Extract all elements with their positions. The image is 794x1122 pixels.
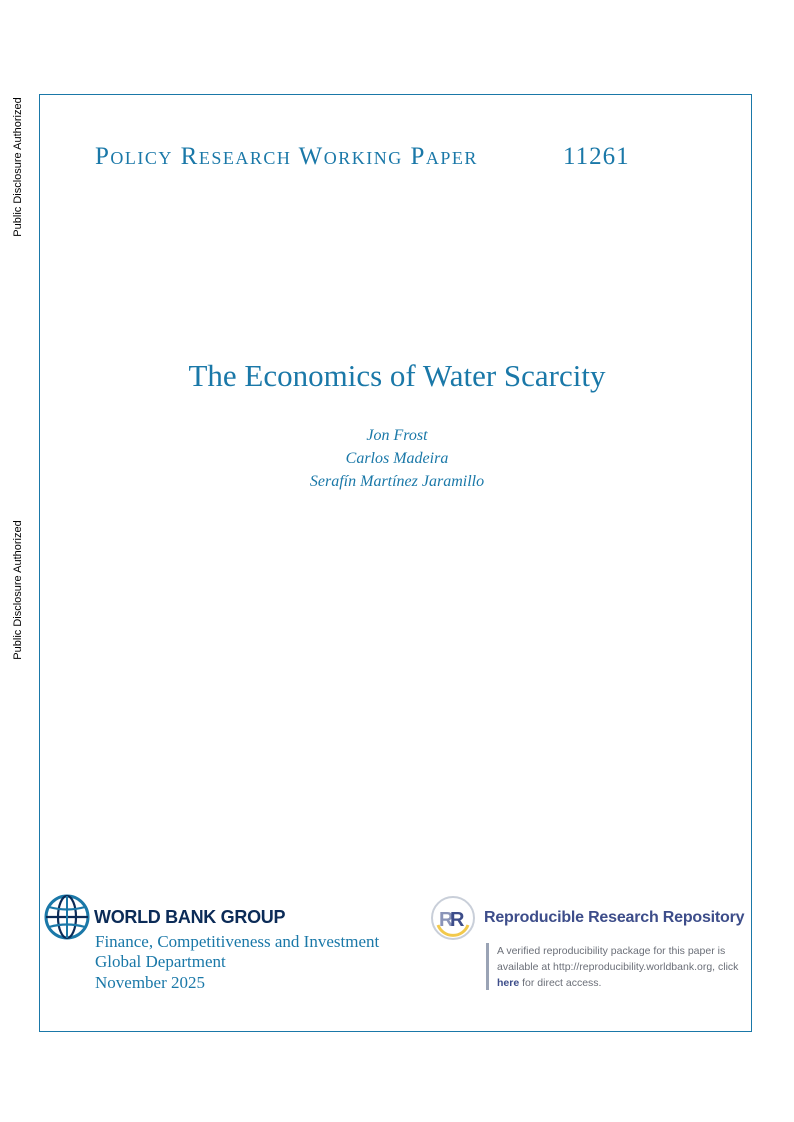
author-name: Serafín Martínez Jaramillo (309, 473, 485, 490)
department-block (95, 932, 379, 993)
svg-text:R: R (439, 909, 454, 931)
paper-number: 11261 (563, 143, 630, 170)
author-name: Jon Frost (366, 427, 428, 444)
cover-frame (39, 94, 752, 1032)
author-name: Carlos Madeira (345, 450, 449, 467)
repository-name: Reproducible Research Repository (484, 909, 745, 926)
world-bank-globe-icon (44, 894, 90, 940)
department-line: Global Department (95, 951, 226, 971)
world-bank-group-name: WORLD BANK GROUP (94, 906, 286, 927)
repository-note-divider (486, 943, 489, 990)
repository-here-link[interactable]: here (497, 977, 520, 989)
svg-text:R: R (450, 909, 465, 931)
author-list (0, 424, 794, 493)
publication-date: November 2025 (95, 973, 206, 992)
reproducible-research-repository-logo (430, 895, 744, 941)
repository-note: A verified reproducibility package for this paper is available at http://reproducibility.worldbank.org, click here for direct access. (497, 945, 739, 989)
paper-title: The Economics of Water Scarcity (188, 358, 606, 393)
rrr-logo-icon (430, 895, 476, 941)
department-line: Finance, Competitiveness and Investment (95, 932, 380, 951)
series-label: Policy Research Working Paper (95, 143, 478, 170)
